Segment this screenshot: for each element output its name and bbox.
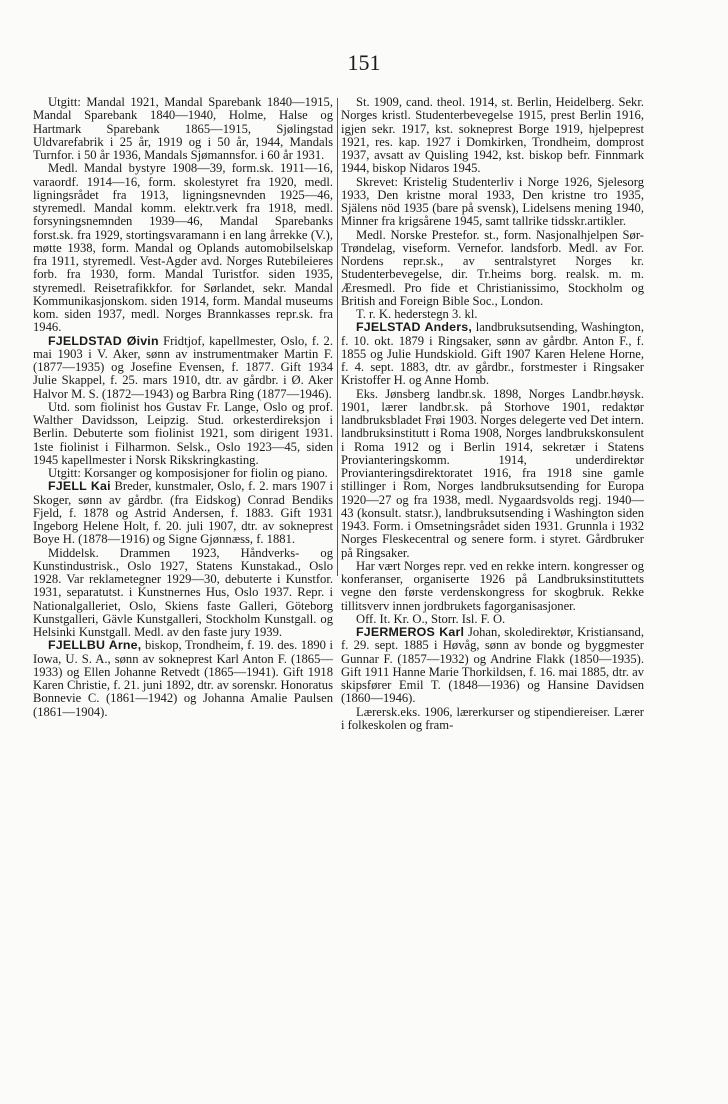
paragraph: St. 1909, cand. theol. 1914, st. Berlin, Heidelberg. Sekr. Norges kristl. Studenterbevegelse 1915, prest Berlin 1916, igjen sekr. 1917, kst. sokneprest Borge 1919, hjelpeprest 1921, res. kap. 1927 i Domkirken, Trondheim, domprost 1937, avsatt av Quisling 1942, kst. biskop befr. Finnmark 1944, biskop Nidaros 1945. <box>341 95 644 176</box>
biography-entry <box>341 626 644 706</box>
entry-headword: FJERMEROS Karl <box>356 625 465 639</box>
entry-text: landbruksutsending, Washington, f. 10. okt. 1879 i Ringsaker, sønn av gårdbr. Anton F., f. 1855 og Julie Hundskiold. Gift 1907 Karen Helene Horne, f. 4. sept. 1883, dtr. av gårdbr., forstmester i Ringsaker Kristoffer H. og Anne Homb. <box>341 320 645 388</box>
biography-entry <box>341 321 644 387</box>
biography-entry <box>33 480 333 546</box>
paragraph: Middelsk. Drammen 1923, Håndverks- og Kunstindustrisk., Oslo 1927, Statens Kunstakad., Oslo 1928. Var reklametegner 1929—30, debuterte i Kunstfor. 1931, separatutst. i Kunstnernes Hus, Oslo 1937. Repr. i Nationalgalleriet, Oslo, Skiens faste Galleri, Göteborg Kunstgalleri, Gävle Kunstgalleri, Stockholm Kunstgall. og Helsinki Kunstgall. Medl. av den faste jury 1939. <box>33 545 333 639</box>
entry-headword: FJELL Kai <box>48 479 111 494</box>
paragraph: Skrevet: Kristelig Studenterliv i Norge 1926, Sjelesorg 1933, Den kristne moral 1933, Den kristne tro 1935, Själens nöd 1935 (bare på svensk), Lidelsens mening 1940, Minner fra krigsårene 1945, samt tallrike tidsskr.artikler. <box>341 174 644 229</box>
paragraph: Eks. Jønsberg landbr.sk. 1898, Norges Landbr.høysk. 1901, lærer landbr.sk. på Storhove 1901, redaktør landbruksbladet Frøi 1903. Norges delegerte ved Det intern. landbruksinstitutt i Roma 1908, Norges landbrukskonsulent i Roma 1912 og i Berlin 1914, sekretær i Statens Provianteringskomm. 1914, underdirektør Provianteringsdirektoratet 1916, fra 1918 sine gamle stillinger i Rom, Norges landbruksutsending for Europa 1920—27 og fra 1938, medl. Nygaardsvolds regj. 1940—43 (konsult. statsr.), landbruksutsending i Washington siden 1943. Form. i Omsetningsrådet siden 1931. Grunnla i 1932 Norges Fleskecentral og senere form. i styret. Gårdbruker på Ringsaker. <box>341 386 644 560</box>
entry-headword: FJELDSTAD Øivin <box>48 333 159 348</box>
entry-text: biskop, Trondheim, f. 19. des. 1890 i Iowa, U. S. A., sønn av sokneprest Karl Anton F. (1865—1933) og Ellen Johanne Retvedt (1865—1941). Gift 1918 Karen Christie, f. 21. juni 1892, dtr. av sorenskr. Honoratus Bonnevie C. (1861—1942) og Johanna Amalie Paulsen (1861—1904). <box>33 638 334 719</box>
paragraph: Medl. Norske Prestefor. st., form. Nasjonalhjelpen Sør-Trøndelag, viseform. Vernefor. landsforb. Medl. av For. Nordens repr.sk., av sentralstyret Norges kr. Studenterbevegelse, dir. Tr.heims borg. realsk. m. m. Æresmedl. Pro fide et Christianissimo, Stockholm og British and Foreign Bible Soc., London. <box>341 227 644 308</box>
paragraph: Utgitt: Mandal 1921, Mandal Sparebank 1840—1915, Mandal Sparebank 1840—1940, Holme, Halse og Hartmark Sparebank 1865—1915, Sjølingstad Uldvarefabrik i 25 år, 1919 og i 50 år, 1944, Mandals Turnfor. i 50 år 1936, Mandals Sjømannsfor. i 60 år 1931. <box>33 95 333 162</box>
entry-headword: FJELLBU Arne, <box>48 638 142 653</box>
paragraph: Lærersk.eks. 1906, lærerkurser og stipendiereiser. Lærer i folkeskolen og fram- <box>341 704 644 732</box>
left-column <box>33 96 333 719</box>
entry-text: Fridtjof, kapellmester, Oslo, f. 2. mai 1903 i V. Aker, sønn av instrumentmaker Martin F. (1877—1935) og Josefine Evensen, f. 1877. Gift 1934 Julie Skappel, f. 25. mars 1910, dtr. av gårdbr. i Ø. Aker Halvor M. S. (1872—1943) og Barbra Ring (1877—1946). <box>33 333 333 401</box>
paragraph: Off. It. Kr. O., Storr. Isl. F. O. <box>356 611 506 626</box>
biography-entry <box>33 335 333 401</box>
entry-text: Johan, skoledirektør, Kristiansand, f. 29. sept. 1885 i Høvåg, sønn av bonde og byggmester Gunnar F. (1857—1932) og Andrine Flakk (1850—1935). Gift 1911 Hanne Marie Thorkildsen, f. 16. mai 1885, dtr. av skipsfører Emil T. (1848—1936) og Hansine Davidsen (1860—1946). <box>341 625 644 706</box>
right-column <box>341 96 644 732</box>
paragraph: Utgitt: Korsanger og komposisjoner for fiolin og piano. <box>48 466 328 480</box>
paragraph: Utd. som fiolinist hos Gustav Fr. Lange, Oslo og prof. Walther Davidsson, Leipzig. Stud. orkesterdireksjon i Berlin. Debuterte som fiolinist 1921, som dirigent 1931. 1ste fiolinist i Filharmon. Selsk., Oslo 1923—45, siden 1945 kapellmester i Norsk Rikskringkasting. <box>33 399 333 467</box>
entry-text: Breder, kunstmaler, Oslo, f. 2. mars 1907 i Skoger, sønn av gårdbr. (fra Eidskog) Conrad Bendiks Fjeld, f. 1878 og Astrid Andersen, f. 1883. Gift 1931 Ingeborg Helene Holt, f. 20. juli 1907, dtr. av sokneprest Boye H. (1878—1916) og Signe Gjønnæss, f. 1881. <box>33 479 333 547</box>
paragraph: T. r. K. hederstegn 3. kl. <box>356 307 478 321</box>
paragraph: Har vært Norges repr. ved en rekke intern. kongresser og konferanser, organiserte 1926 på Landbruksinstituttets vegne den første verdenskongress for skogbruk. Rekke tillitsverv innen jordbrukets fagorganisasjoner. <box>341 558 644 613</box>
entry-headword: FJELSTAD Anders, <box>356 320 472 335</box>
column-divider <box>337 98 338 576</box>
biography-entry <box>33 639 333 719</box>
paragraph: Medl. Mandal bystyre 1908—39, form.sk. 1911—16, varaordf. 1914—16, form. skolestyret fra 1920, medl. ligningsrådet fra 1913, ligningsnevnden 1925—46, styremedl. Mandal komm. elektr.verk fra 1918, medl. forsyningsnemnden 1939—46, Mandal Sparebanks forst.sk. fra 1929, stortingsvaramann i en lang årrekke (V.), møtte 1938, form. Mandal og Oplands automobilselskap fra 1911, styremedl. Vest-Agder avd. Norges Rutebileieres forb. fra 1930, form. Mandal Turistfor. siden 1935, styremedl. Reisetrafikkfor. for Sørlandet, sekr. Mandal Kommunikasjonskom. siden 1914, form. Mandal museums kom. siden 1937, medl. Norges Brannkasses repr.sk. fra 1946. <box>33 161 333 335</box>
page-number: 151 <box>347 50 381 75</box>
